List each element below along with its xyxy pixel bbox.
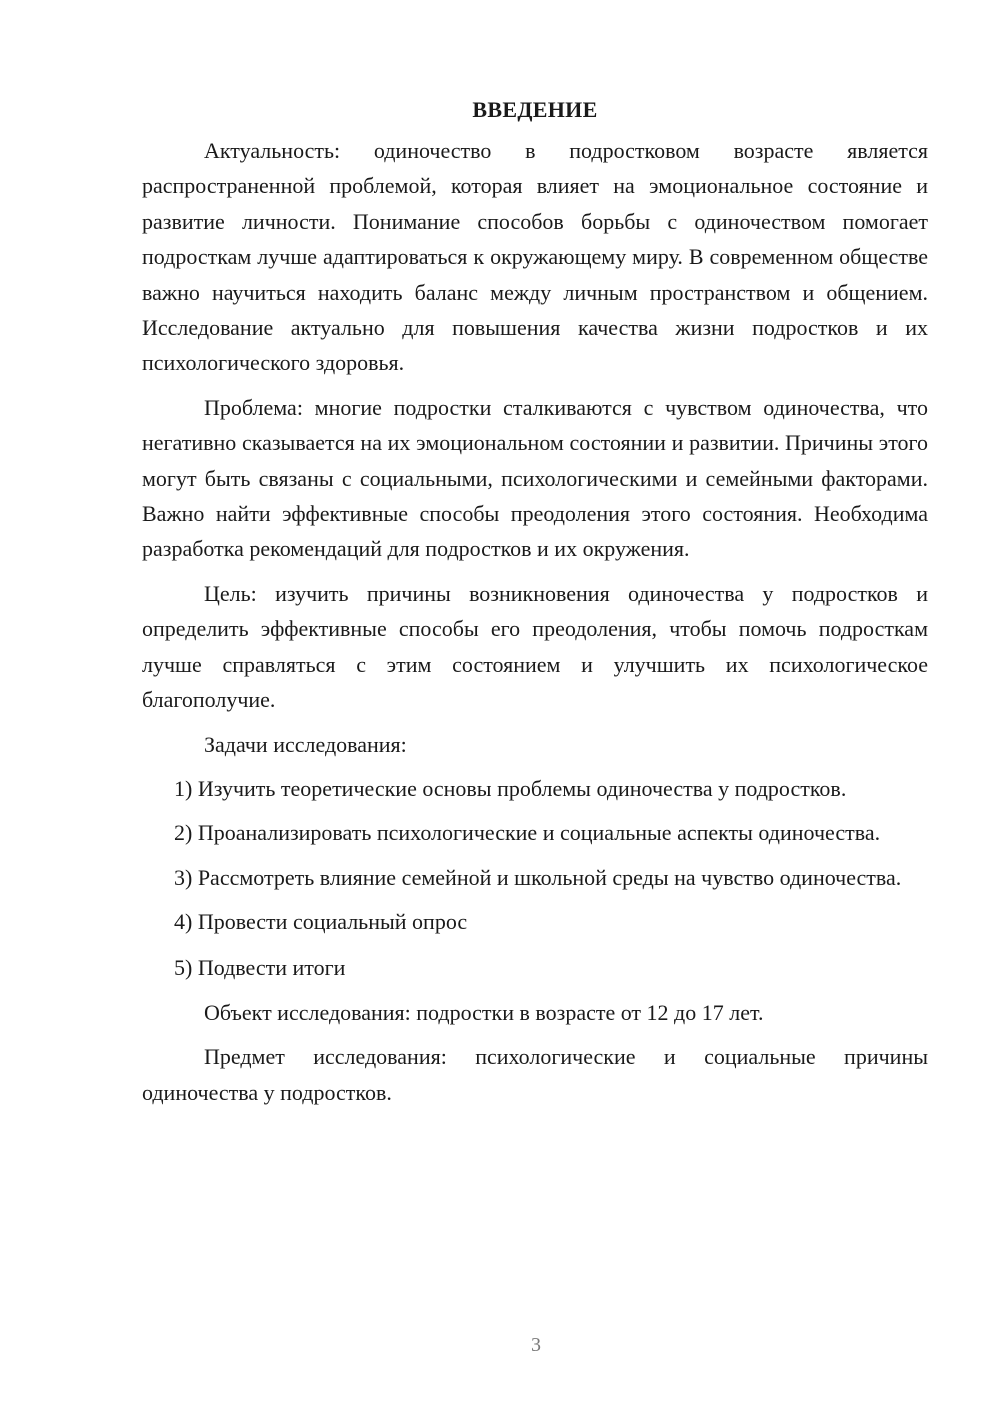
relevance-paragraph: Актуальность: одиночество в подростковом возрасте является распространенной проблемой, которая влияет на эмоциональное состояние и развитие личности. Понимание способов борьбы с одиночеством помогает подросткам лучше адаптироваться к окружающему миру. В современном обществе важно научиться находить баланс между личным пространством и общением. Исследование актуально для повышения качества жизни подростков и их психологического здоровья. (142, 138, 928, 376)
subject-paragraph: Предмет исследования: психологические и социальные причины одиночества у подростков. (142, 1044, 928, 1105)
object-paragraph: Объект исследования: подростки в возрасте от 12 до 17 лет. (204, 999, 764, 1025)
task-item: 4) Провести социальный опрос (174, 909, 468, 935)
document-page (142, 92, 928, 1119)
section-heading: ВВЕДЕНИЕ (472, 97, 598, 122)
task-item: 5) Подвести итоги (174, 954, 346, 980)
tasks-title: Задачи исследования: (204, 731, 407, 757)
task-item: 2) Проанализировать психологические и социальные аспекты одиночества. (174, 820, 881, 846)
problem-paragraph: Проблема: многие подростки сталкиваются с чувством одиночества, что негативно сказывается на их эмоциональном состоянии и развитии. Причины этого могут быть связаны с социальными, психологическими и семейными факторами. Важно найти эффективные способы преодоления этого состояния. Необходима разработка рекомендаций для подростков и их окружения. (142, 394, 928, 562)
task-item: 1) Изучить теоретические основы проблемы одиночества у подростков. (174, 775, 847, 801)
goal-paragraph: Цель: изучить причины возникновения одиночества у подростков и определить эффективные способы его преодоления, чтобы помочь подросткам лучше справляться с этим состоянием и улучшить их психологическое благополучие. (142, 580, 928, 713)
page-number: 3 (531, 1334, 541, 1356)
task-item: 3) Рассмотреть влияние семейной и школьной среды на чувство одиночества. (174, 864, 902, 890)
